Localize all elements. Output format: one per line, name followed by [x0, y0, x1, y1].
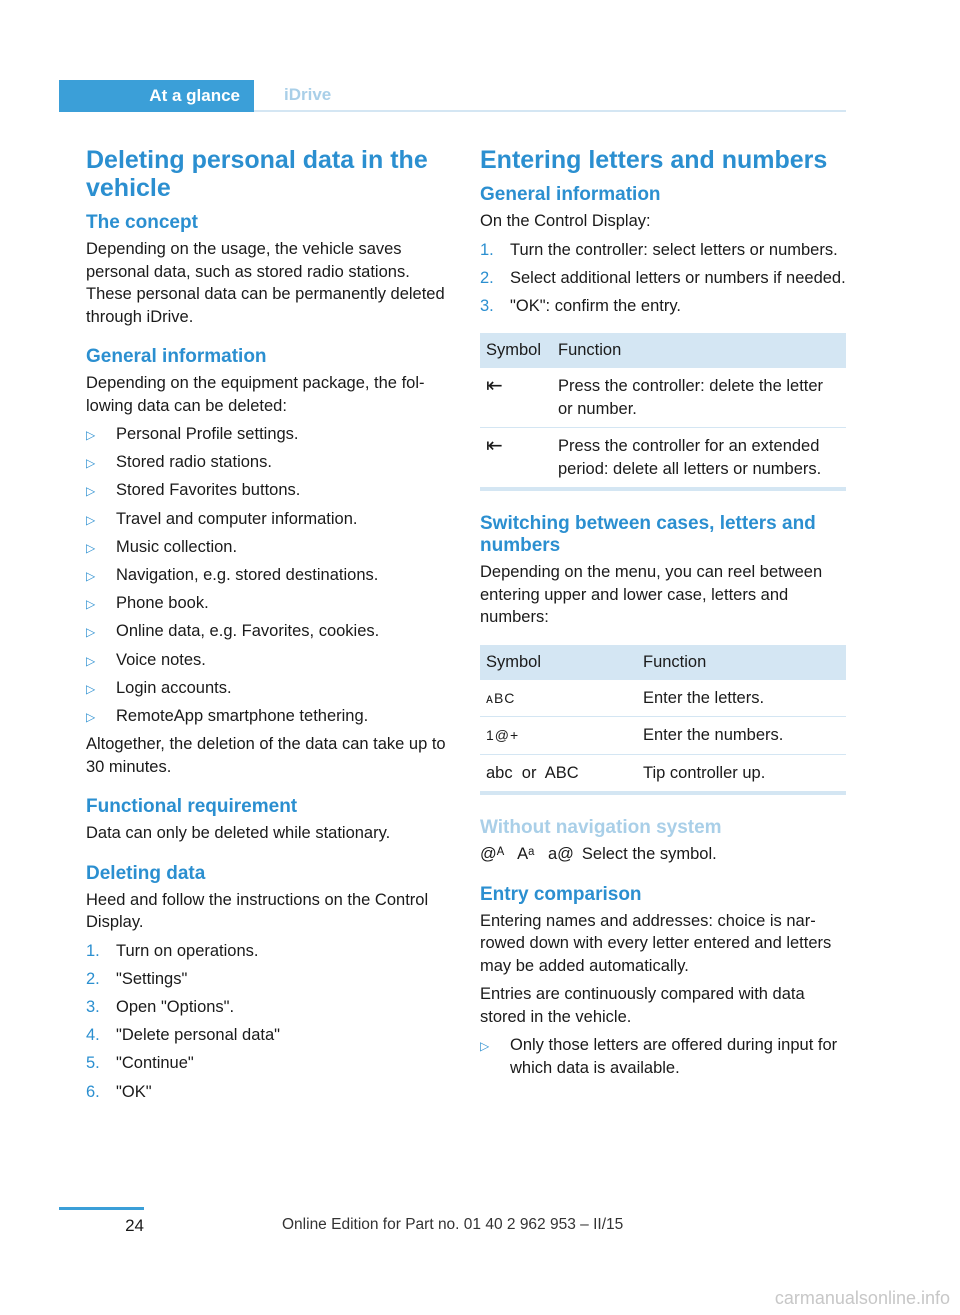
step-item: 1. Turn on operations. — [86, 941, 259, 960]
step-item: 2. Select additional letters or numbers if needed. — [480, 268, 846, 287]
list-item: ▷ Online data, e.g. Favorites, cookies. — [86, 620, 452, 643]
step-item: 3. "OK": confirm the entry. — [480, 296, 681, 315]
step-item: 4. "Delete personal data" — [86, 1026, 280, 1045]
without-nav-heading: Without navigation system — [480, 817, 722, 839]
step-item: 6. "OK" — [86, 1082, 152, 1101]
table-header-function: Function — [637, 645, 846, 680]
list-item: ▷ Voice notes. — [86, 649, 452, 672]
left-title: Deleting personal data in the vehicle — [86, 146, 428, 202]
header-tab-idrive[interactable]: iDrive — [254, 80, 846, 112]
table-row: ⇤ Press the controller for an extended period: delete all letters or numbers. — [480, 428, 846, 490]
bullet-icon: ▷ — [86, 568, 96, 583]
list-item: ▷ Personal Profile settings. — [86, 423, 452, 446]
bullet-icon: ▷ — [86, 625, 96, 640]
right-title: Entering letters and numbers — [480, 146, 828, 174]
bullet-icon: ▷ — [86, 512, 96, 527]
deleting-heading: Deleting data — [86, 862, 206, 884]
functional-text: Data can only be deleted while stationary. — [86, 824, 391, 843]
table-row: ᴀBC Enter the letters. — [480, 680, 846, 717]
list-item: ▷ Travel and computer information. — [86, 508, 452, 531]
without-nav-text: @ᴬ Aᵃ a@ Select the symbol. — [480, 845, 717, 864]
list-item: ▷ Navigation, e.g. stored destinations. — [86, 564, 452, 587]
table-header-symbol: Symbol — [480, 333, 552, 368]
step-item: 1. Turn the controller: select letters or numbers. — [480, 240, 838, 259]
bullet-icon: ▷ — [86, 540, 96, 555]
entering-steps — [480, 239, 846, 318]
header-tab-at-a-glance[interactable]: At a glance — [59, 80, 254, 112]
concept-heading: The concept — [86, 212, 198, 233]
bullet-icon: ▷ — [480, 1039, 490, 1054]
deletion-time-text: Altogether, the deletion of the data can take up to 30 minutes. — [86, 735, 446, 776]
table-header-function: Function — [552, 333, 846, 368]
general-heading: General information — [86, 346, 267, 367]
comparison-text-2: Entries are continuously compared with data stored in the vehicle. — [480, 985, 805, 1026]
bullet-icon: ▷ — [86, 456, 96, 471]
table-row: abc or ABC Tip controller up. — [480, 754, 846, 793]
list-item: ▷ Only those letters are offered during input for which data is available. — [480, 1036, 838, 1077]
watermark: carmanualsonline.info — [774, 1288, 950, 1308]
comparison-list — [480, 1034, 846, 1079]
list-item: ▷ Stored Favorites buttons. — [86, 479, 452, 502]
step-item: 5. "Continue" — [86, 1054, 194, 1073]
bullet-icon: ▷ — [86, 681, 96, 696]
concept-text: Depending on the usage, the vehicle saves personal data, such as stored radio stations. These personal data can be permanently deleted through iDrive. — [86, 240, 445, 326]
left-column — [86, 146, 452, 1109]
list-item: ▷ RemoteApp smartphone tethering. — [86, 705, 452, 728]
bullet-icon: ▷ — [86, 484, 96, 499]
deleting-steps — [86, 940, 452, 1103]
list-item: ▷ Stored radio stations. — [86, 451, 452, 474]
delete-symbol-table — [480, 333, 846, 491]
list-item: ▷ Phone book. — [86, 592, 452, 615]
general-text: Depending on the equipment package, the following data can be deleted: — [86, 374, 425, 415]
right-column — [480, 146, 846, 1085]
bullet-icon: ▷ — [86, 597, 96, 612]
numbers-icon: 1@+ — [480, 717, 637, 755]
table-row: ⇤ Press the controller: delete the letter or number. — [480, 368, 846, 428]
case-toggle-icon: abc or ABC — [480, 754, 637, 793]
footer-rule — [59, 1207, 144, 1210]
table-row: 1@+ Enter the numbers. — [480, 717, 846, 755]
list-item: ▷ Login accounts. — [86, 677, 452, 700]
functional-heading: Functional requirement — [86, 796, 298, 818]
delete-icon: ⇤ — [480, 368, 552, 428]
comparison-heading: Entry comparison — [480, 883, 642, 905]
entering-general-text: On the Control Display: — [480, 212, 651, 230]
deleting-text: Heed and follow the instructions on the Control Display. — [86, 890, 429, 932]
table-header-symbol: Symbol — [480, 645, 637, 680]
switching-heading: Switching between cases, letters and numbers — [480, 513, 816, 557]
comparison-text-1: Entering names and addresses: choice is narrowed down with every letter entered and letters may be added automatically. — [480, 911, 832, 975]
edition-text: Online Edition for Part no. 01 40 2 962 953 – II/15 — [282, 1216, 624, 1233]
switching-text: Depending on the menu, you can reel between entering upper and lower case, letters and numbers: — [480, 563, 823, 627]
step-item: 2. "Settings" — [86, 969, 188, 988]
bullet-icon: ▷ — [86, 653, 96, 668]
entering-general-heading: General information — [480, 184, 661, 205]
delete-all-icon: ⇤ — [480, 428, 552, 490]
symbol-icons: @ᴬ Aᵃ a@ — [480, 845, 574, 864]
case-symbol-table — [480, 645, 846, 796]
letters-icon: ᴀBC — [480, 680, 637, 717]
deletable-data-list — [86, 423, 452, 727]
page-number: 24 — [125, 1216, 144, 1235]
step-item: 3. Open "Options". — [86, 997, 235, 1016]
list-item: ▷ Music collection. — [86, 536, 452, 559]
bullet-icon: ▷ — [86, 428, 96, 442]
bullet-icon: ▷ — [86, 709, 96, 724]
